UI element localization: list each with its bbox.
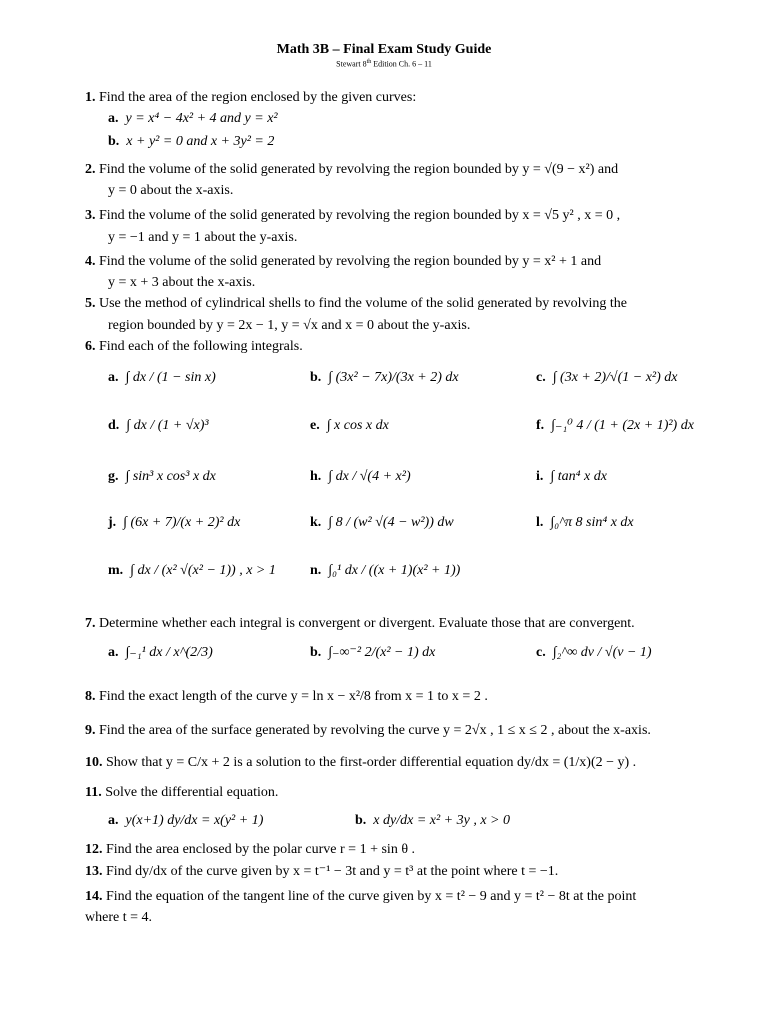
problem-2: 2. Find the volume of the solid generated by revolving the region bounded by y = √(9 − x²) and	[85, 162, 619, 177]
improper-a: a. ∫₋₁¹ dx / x^(2/3)	[108, 645, 213, 660]
problem-5: 5. Use the method of cylindrical shells to find the volume of the solid generated by revolving the	[85, 296, 627, 311]
problem-2-cont: y = 0 about the x-axis.	[108, 183, 234, 198]
problem-7: 7. Determine whether each integral is convergent or divergent. Evaluate those that are convergent.	[85, 616, 635, 631]
improper-c: c. ∫₂^∞ dv / √(v − 1)	[536, 645, 652, 660]
problem-9: 9. Find the area of the surface generated by revolving the curve y = 2√x , 1 ≤ x ≤ 2 , about the x-axis.	[85, 723, 651, 738]
integral-b: b. ∫ (3x² − 7x)/(3x + 2) dx	[310, 370, 459, 385]
integral-h: h. ∫ dx / √(4 + x²)	[310, 469, 411, 484]
integral-e: e. ∫ x cos x dx	[310, 418, 389, 433]
problem-12: 12. Find the area enclosed by the polar curve r = 1 + sin θ .	[85, 842, 416, 857]
integral-j: j. ∫ (6x + 7)/(x + 2)² dx	[108, 515, 241, 530]
problem-14: 14. Find the equation of the tangent line of the curve given by x = t² − 9 and y = t² − 8t at the point	[85, 889, 637, 904]
problem-1: 1. Find the area of the region enclosed by the given curves:	[85, 90, 417, 105]
integral-f: f. ∫₋₁⁰ 4 / (1 + (2x + 1)²) dx	[536, 418, 694, 433]
integral-l: l. ∫₀^π 8 sin⁴ x dx	[536, 515, 634, 530]
problem-6: 6. Find each of the following integrals.	[85, 339, 303, 354]
page-title: Math 3B – Final Exam Study Guide	[276, 42, 492, 57]
integral-n: n. ∫₀¹ dx / ((x + 1)(x² + 1))	[310, 563, 461, 578]
problem-14-cont: where t = 4.	[85, 910, 152, 925]
problem-1a: a. y = x⁴ − 4x² + 4 and y = x²	[108, 111, 278, 126]
integral-a: a. ∫ dx / (1 − sin x)	[108, 370, 216, 385]
problem-11b: b. x dy/dx = x² + 3y , x > 0	[355, 813, 511, 828]
problem-10: 10. Show that y = C/x + 2 is a solution to the first-order differential equation dy/dx = (1/x)(2 − y) .	[85, 755, 637, 770]
problem-4-cont: y = x + 3 about the x-axis.	[108, 275, 256, 290]
problem-3: 3. Find the volume of the solid generated by revolving the region bounded by x = √5 y² , x = 0 ,	[85, 208, 621, 223]
problem-8: 8. Find the exact length of the curve y = ln x − x²/8 from x = 1 to x = 2 .	[85, 689, 488, 704]
integral-m: m. ∫ dx / (x² √(x² − 1)) , x > 1	[108, 563, 276, 578]
page-subtitle: Stewart 8th Edition Ch. 6 – 11	[336, 59, 432, 69]
problem-1b: b. x + y² = 0 and x + 3y² = 2	[108, 134, 275, 149]
integral-d: d. ∫ dx / (1 + √x)³	[108, 418, 209, 433]
improper-b: b. ∫₋∞⁻² 2/(x² − 1) dx	[310, 645, 436, 660]
problem-11a: a. y(x+1) dy/dx = x(y² + 1)	[108, 813, 264, 828]
integral-k: k. ∫ 8 / (w² √(4 − w²)) dw	[310, 515, 454, 530]
problem-5-cont: region bounded by y = 2x − 1, y = √x and x = 0 about the y-axis.	[108, 318, 471, 333]
integral-i: i. ∫ tan⁴ x dx	[536, 469, 607, 484]
integral-c: c. ∫ (3x + 2)/√(1 − x²) dx	[536, 370, 678, 385]
problem-11: 11. Solve the differential equation.	[85, 785, 279, 800]
integral-g: g. ∫ sin³ x cos³ x dx	[108, 469, 216, 484]
problem-3-cont: y = −1 and y = 1 about the y-axis.	[108, 230, 298, 245]
problem-4: 4. Find the volume of the solid generated by revolving the region bounded by y = x² + 1 and	[85, 254, 602, 269]
problem-13: 13. Find dy/dx of the curve given by x = t⁻¹ − 3t and y = t³ at the point where t = −1.	[85, 864, 559, 879]
